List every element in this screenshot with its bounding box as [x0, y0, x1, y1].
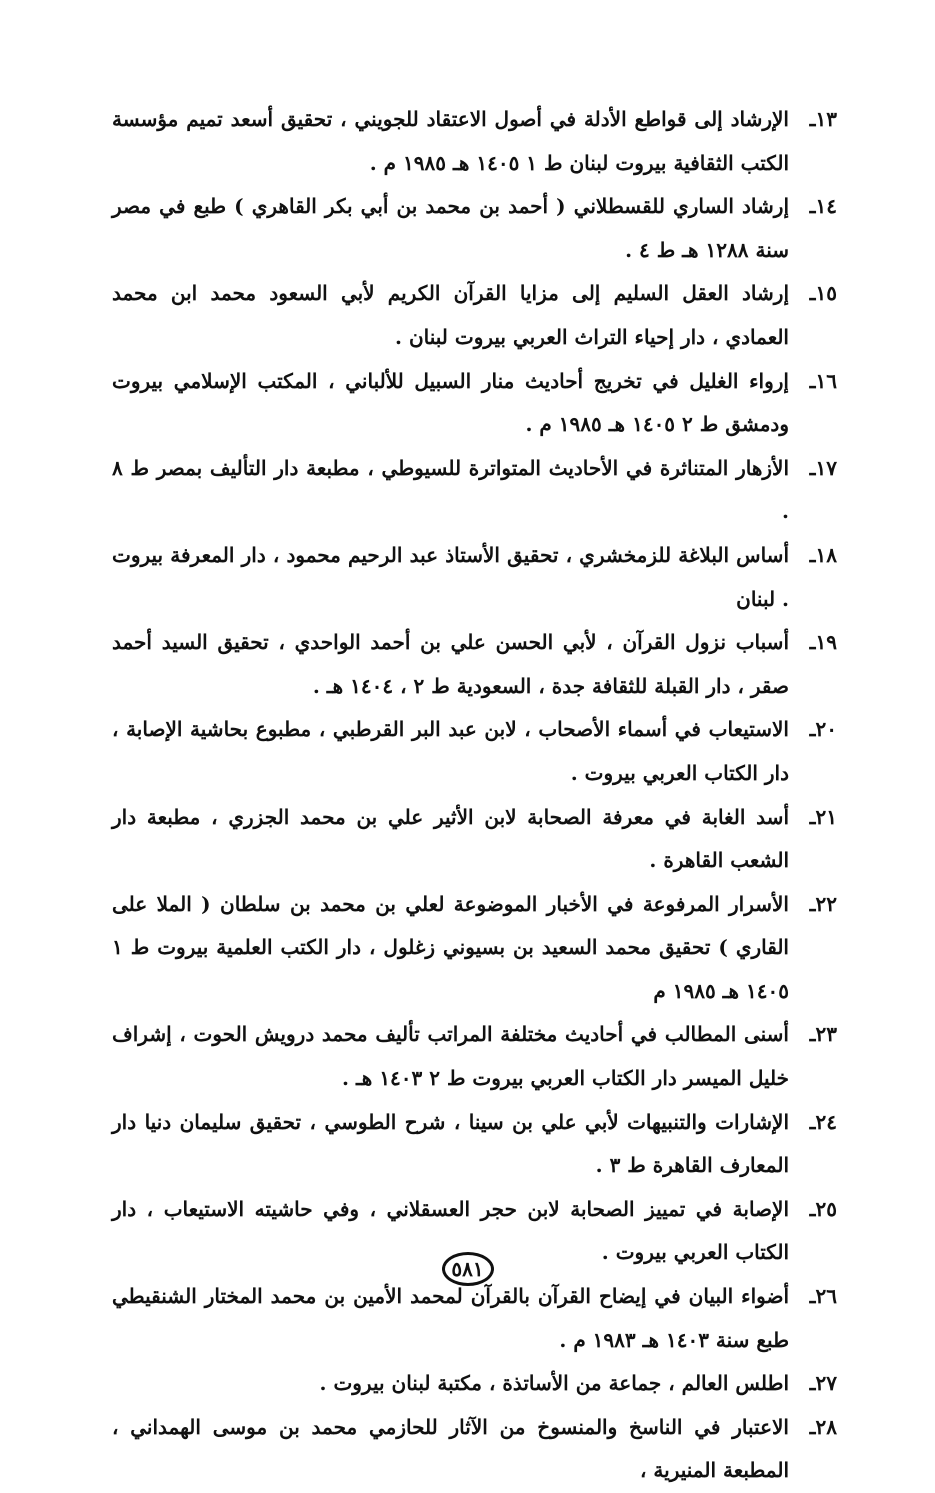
entry-text: الأزهار المتناثرة في الأحاديث المتواترة للسيوطي ، مطبعة دار التأليف بمصر ط ٨ . — [112, 455, 789, 524]
bibliography-entry — [112, 534, 837, 621]
entry-text: أسد الغابة في معرفة الصحابة لابن الأثير علي بن محمد الجزري ، مطبعة دار الشعب القاهرة . — [112, 804, 789, 873]
entry-text: الأسرار المرفوعة في الأخبار الموضوعة لعلي بن محمد بن سلطان ( الملا على القاري ) تحقيق محمد السعيد بن بسيوني زغلول ، دار الكتب العلمية بيروت ط ١ ١٤٠٥ هـ ١٩٨٥ م — [112, 891, 789, 1003]
entry-number: ٢٦ـ — [809, 1284, 837, 1309]
bibliography-entry — [112, 98, 837, 185]
entry-number: ٢٢ـ — [809, 891, 837, 916]
bibliography-entry — [112, 796, 837, 883]
entry-number: ٢٧ـ — [809, 1371, 837, 1396]
bibliography-entry — [112, 272, 837, 359]
page-number: ٥٨١ — [442, 1252, 494, 1286]
entry-number: ١٥ـ — [809, 281, 837, 306]
entry-text: الاعتبار في الناسخ والمنسوخ من الآثار للحازمي محمد بن موسى الهمداني ، المطبعة المنيرية ، — [112, 1414, 789, 1483]
bibliography-entry — [112, 185, 837, 272]
entry-text: أسنى المطالب في أحاديث مختلفة المراتب تأليف محمد درويش الحوت ، إشراف خليل الميسر دار الكتاب العربي بيروت ط ٢ ١٤٠٣ هـ . — [112, 1022, 789, 1091]
entry-number: ١٣ـ — [809, 107, 837, 131]
entry-number: ٢٤ـ — [809, 1109, 837, 1134]
bibliography-entry — [112, 1406, 837, 1493]
entry-text: أساس البلاغة للزمخشري ، تحقيق الأستاذ عبد الرحيم محمود ، دار المعرفة بيروت . لبنان — [112, 542, 789, 611]
entry-text: إرشاد الساري للقسطلاني ( أحمد بن محمد بن أبي بكر القاهري ) طبع في مصر سنة ١٢٨٨ هـ ط ٤ . — [112, 194, 789, 262]
entry-text: الإشارات والتنبيهات لأبي علي بن سينا ، شرح الطوسي ، تحقيق سليمان دنيا دار المعارف القاهرة ط ٣ . — [112, 1109, 789, 1178]
entry-text: الإرشاد إلى قواطع الأدلة في أصول الاعتقاد للجويني ، تحقيق أسعد تميم مؤسسة الكتب الثقافية بيروت لبنان ط ١ ١٤٠٥ هـ ١٩٨٥ م . — [112, 107, 789, 175]
entry-number: ١٨ـ — [809, 542, 837, 567]
entry-text: إرشاد العقل السليم إلى مزايا القرآن الكريم لأبي السعود محمد ابن محمد العمادي ، دار إحياء التراث العربي بيروت لبنان . — [112, 281, 789, 349]
entry-text: أضواء البيان في إيضاح القرآن بالقرآن لمحمد الأمين بن محمد المختار الشنقيطي طبع سنة ١٤٠٣ هـ ١٩٨٣ م . — [112, 1284, 789, 1352]
entry-text: الإصابة في تمييز الصحابة لابن حجر العسقلاني ، وفي حاشيته الاستيعاب ، دار الكتاب العربي بيروت . — [112, 1196, 789, 1265]
entry-number: ١٦ـ — [809, 368, 837, 393]
bibliography-entry — [112, 1362, 837, 1406]
entry-text: الاستيعاب في أسماء الأصحاب ، لابن عبد البر القرطبي ، مطبوع بحاشية الإصابة ، دار الكتاب العربي بيروت . — [112, 717, 789, 785]
entry-text: اطلس العالم ، جماعة من الأساتذة ، مكتبة لبنان بيروت . — [319, 1371, 789, 1396]
bibliography-entry — [112, 708, 837, 795]
entry-number: ١٤ـ — [809, 194, 837, 219]
entry-number: ١٧ـ — [809, 455, 837, 480]
bibliography-entry — [112, 1013, 837, 1100]
entry-text: أسباب نزول القرآن ، لأبي الحسن علي بن أحمد الواحدي ، تحقيق السيد أحمد صقر ، دار القبلة للثقافة جدة ، السعودية ط ٢ ، ١٤٠٤ هـ . — [112, 630, 789, 698]
bibliography-entry — [112, 621, 837, 708]
bibliography-entry — [112, 1275, 837, 1362]
entry-number: ١٩ـ — [809, 630, 837, 655]
bibliography-entry — [112, 447, 837, 534]
bibliography-entry — [112, 360, 837, 447]
entry-number: ٢١ـ — [809, 804, 837, 829]
bibliography-entry — [112, 883, 837, 1014]
bibliography-entry — [112, 1101, 837, 1188]
entry-text: إرواء الغليل في تخريج أحاديث منار السبيل للألباني ، المكتب الإسلامي بيروت ودمشق ط ٢ ١٤٠٥ هـ ١٩٨٥ م . — [112, 368, 789, 437]
entry-number: ٢٨ـ — [809, 1414, 837, 1439]
entry-number: ٢٣ـ — [809, 1022, 837, 1047]
entry-number: ٢٥ـ — [809, 1196, 837, 1221]
entry-number: ٢٠ـ — [809, 717, 837, 742]
